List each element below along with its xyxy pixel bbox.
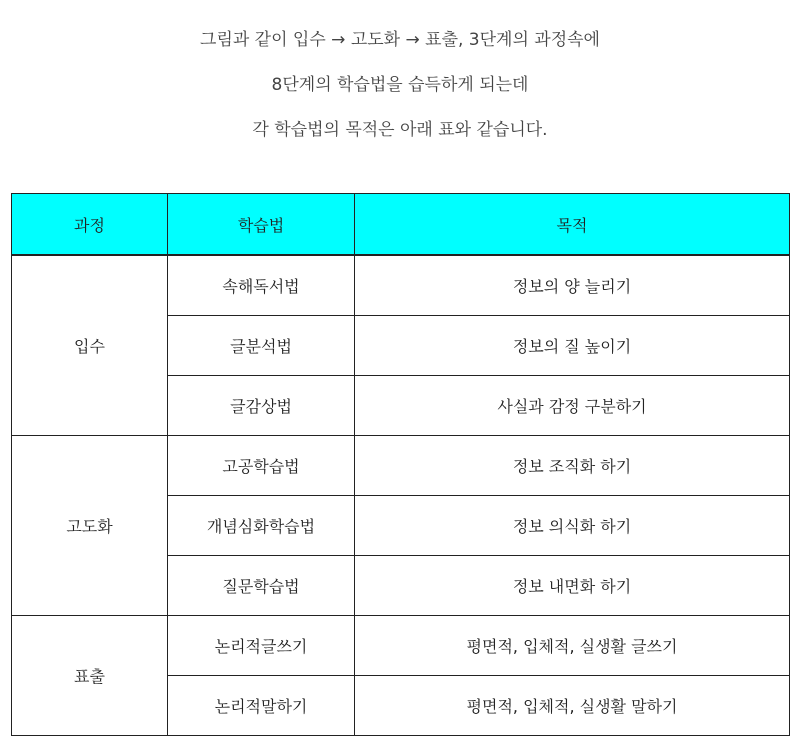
study-methods-table bbox=[11, 193, 790, 736]
purpose-cell: 평면적, 입체적, 실생활 글쓰기 bbox=[355, 616, 790, 676]
table-row bbox=[12, 436, 790, 496]
header-row bbox=[12, 194, 790, 256]
method-cell: 개념심화학습법 bbox=[168, 496, 355, 556]
intro-line-1: 그림과 같이 입수 → 고도화 → 표출, 3단계의 과정속에 bbox=[200, 30, 600, 50]
method-cell: 글분석법 bbox=[168, 316, 355, 376]
method-cell: 속해독서법 bbox=[168, 255, 355, 316]
table-row bbox=[12, 616, 790, 676]
purpose-cell: 정보의 양 늘리기 bbox=[355, 255, 790, 316]
stage-cell: 입수 bbox=[12, 255, 168, 436]
header-method: 학습법 bbox=[168, 194, 355, 256]
method-cell: 논리적글쓰기 bbox=[168, 616, 355, 676]
purpose-cell: 사실과 감정 구분하기 bbox=[355, 376, 790, 436]
header-purpose: 목적 bbox=[355, 194, 790, 256]
method-cell: 질문학습법 bbox=[168, 556, 355, 616]
intro-line-3: 각 학습법의 목적은 아래 표와 같습니다. bbox=[252, 120, 548, 140]
header-stage: 과정 bbox=[12, 194, 168, 256]
purpose-cell: 평면적, 입체적, 실생활 말하기 bbox=[355, 676, 790, 736]
method-cell: 고공학습법 bbox=[168, 436, 355, 496]
intro-text bbox=[0, 24, 800, 159]
method-cell: 글감상법 bbox=[168, 376, 355, 436]
table-body bbox=[12, 255, 790, 736]
stage-cell: 표출 bbox=[12, 616, 168, 736]
purpose-cell: 정보의 질 높이기 bbox=[355, 316, 790, 376]
stage-cell: 고도화 bbox=[12, 436, 168, 616]
intro-line-2: 8단계의 학습법을 습득하게 되는데 bbox=[271, 75, 529, 95]
method-cell: 논리적말하기 bbox=[168, 676, 355, 736]
purpose-cell: 정보 내면화 하기 bbox=[355, 556, 790, 616]
table-row bbox=[12, 255, 790, 316]
purpose-cell: 정보 의식화 하기 bbox=[355, 496, 790, 556]
table-header bbox=[12, 194, 790, 256]
purpose-cell: 정보 조직화 하기 bbox=[355, 436, 790, 496]
